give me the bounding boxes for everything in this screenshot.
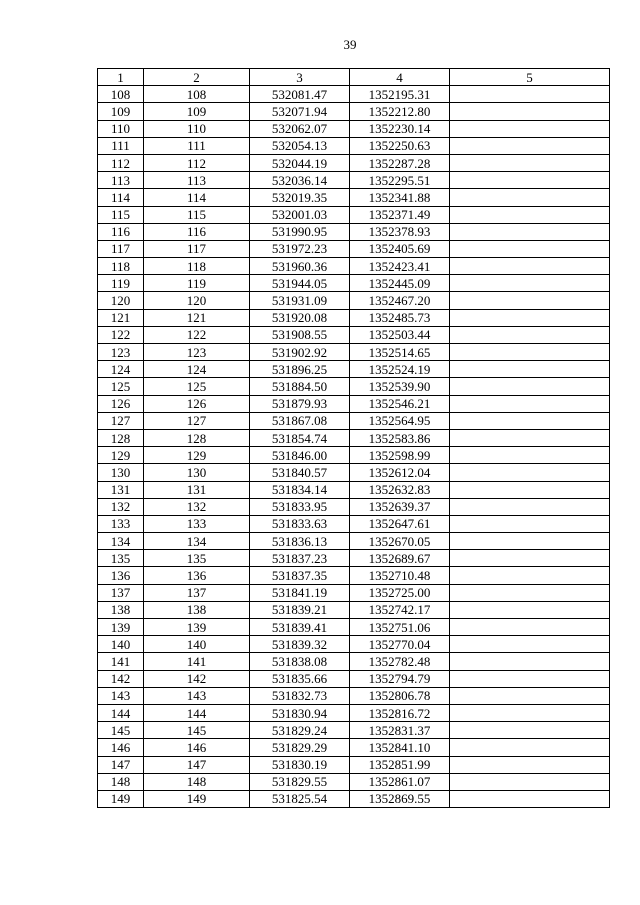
table-cell-col-5 <box>450 515 610 532</box>
table-cell-col-1: 135 <box>98 550 144 567</box>
table-row <box>98 773 610 790</box>
table-cell-col-5 <box>450 447 610 464</box>
table-cell-col-1: 121 <box>98 309 144 326</box>
table-cell-col-4: 1352564.95 <box>350 412 450 429</box>
table-cell-col-5 <box>450 464 610 481</box>
table-cell-col-1: 147 <box>98 756 144 773</box>
header-row <box>98 69 610 86</box>
table-cell-col-3: 532081.47 <box>250 86 350 103</box>
table-cell-col-4: 1352295.51 <box>350 172 450 189</box>
header-cell-5: 5 <box>450 69 610 86</box>
table-cell-col-4: 1352405.69 <box>350 240 450 257</box>
table-cell-col-2: 119 <box>144 275 250 292</box>
table-row <box>98 687 610 704</box>
table-cell-col-5 <box>450 172 610 189</box>
table-cell-col-3: 531833.95 <box>250 498 350 515</box>
table-cell-col-1: 146 <box>98 739 144 756</box>
table-row <box>98 275 610 292</box>
table-cell-col-1: 137 <box>98 584 144 601</box>
table-row <box>98 103 610 120</box>
table-row <box>98 498 610 515</box>
table-cell-col-5 <box>450 309 610 326</box>
table-cell-col-2: 142 <box>144 670 250 687</box>
table-cell-col-1: 138 <box>98 601 144 618</box>
table-cell-col-2: 122 <box>144 326 250 343</box>
table-cell-col-1: 144 <box>98 704 144 721</box>
table-row <box>98 756 610 773</box>
table-cell-col-3: 531854.74 <box>250 429 350 446</box>
table-cell-col-3: 531840.57 <box>250 464 350 481</box>
table-cell-col-5 <box>450 498 610 515</box>
table-cell-col-3: 531838.08 <box>250 653 350 670</box>
table-row <box>98 481 610 498</box>
table-cell-col-5 <box>450 601 610 618</box>
table-cell-col-3: 531835.66 <box>250 670 350 687</box>
table-row <box>98 344 610 361</box>
table-cell-col-3: 531931.09 <box>250 292 350 309</box>
table-cell-col-3: 531867.08 <box>250 412 350 429</box>
page-number: 39 <box>343 37 357 52</box>
table-cell-col-4: 1352770.04 <box>350 636 450 653</box>
table-cell-col-4: 1352341.88 <box>350 189 450 206</box>
table-cell-col-4: 1352670.05 <box>350 533 450 550</box>
table-cell-col-2: 126 <box>144 395 250 412</box>
table-cell-col-4: 1352861.07 <box>350 773 450 790</box>
table-row <box>98 172 610 189</box>
table-cell-col-4: 1352869.55 <box>350 790 450 807</box>
table-cell-col-3: 531830.94 <box>250 704 350 721</box>
table-row <box>98 515 610 532</box>
table-body <box>98 86 610 808</box>
table-row <box>98 223 610 240</box>
table-cell-col-3: 531879.93 <box>250 395 350 412</box>
table-row <box>98 361 610 378</box>
table-cell-col-5 <box>450 137 610 154</box>
table-cell-col-4: 1352751.06 <box>350 619 450 636</box>
table-cell-col-1: 122 <box>98 326 144 343</box>
table-cell-col-4: 1352782.48 <box>350 653 450 670</box>
table-cell-col-5 <box>450 687 610 704</box>
table-cell-col-2: 148 <box>144 773 250 790</box>
table-cell-col-2: 113 <box>144 172 250 189</box>
table-row <box>98 326 610 343</box>
table-cell-col-2: 112 <box>144 154 250 171</box>
table-cell-col-5 <box>450 533 610 550</box>
table-cell-col-2: 125 <box>144 378 250 395</box>
table-cell-col-5 <box>450 292 610 309</box>
table-row <box>98 137 610 154</box>
table-cell-col-5 <box>450 206 610 223</box>
table-cell-col-3: 531846.00 <box>250 447 350 464</box>
table-cell-col-5 <box>450 773 610 790</box>
table-cell-col-2: 115 <box>144 206 250 223</box>
table-cell-col-3: 531834.14 <box>250 481 350 498</box>
table-row <box>98 704 610 721</box>
table-cell-col-1: 124 <box>98 361 144 378</box>
table-cell-col-3: 531884.50 <box>250 378 350 395</box>
table-cell-col-4: 1352503.44 <box>350 326 450 343</box>
table-cell-col-5 <box>450 670 610 687</box>
table-cell-col-2: 110 <box>144 120 250 137</box>
table-cell-col-4: 1352230.14 <box>350 120 450 137</box>
table-row <box>98 790 610 807</box>
table-cell-col-5 <box>450 567 610 584</box>
table-cell-col-1: 120 <box>98 292 144 309</box>
table-cell-col-4: 1352794.79 <box>350 670 450 687</box>
table-cell-col-1: 110 <box>98 120 144 137</box>
table-cell-col-4: 1352639.37 <box>350 498 450 515</box>
table-row <box>98 189 610 206</box>
table-cell-col-5 <box>450 86 610 103</box>
table-cell-col-1: 111 <box>98 137 144 154</box>
table-cell-col-5 <box>450 619 610 636</box>
table-cell-col-4: 1352851.99 <box>350 756 450 773</box>
table-cell-col-2: 121 <box>144 309 250 326</box>
table-cell-col-3: 531990.95 <box>250 223 350 240</box>
table-cell-col-2: 149 <box>144 790 250 807</box>
table-row <box>98 550 610 567</box>
table-row <box>98 206 610 223</box>
table-cell-col-4: 1352689.67 <box>350 550 450 567</box>
table-cell-col-2: 146 <box>144 739 250 756</box>
table-cell-col-4: 1352250.63 <box>350 137 450 154</box>
table-cell-col-3: 531920.08 <box>250 309 350 326</box>
table-cell-col-5 <box>450 412 610 429</box>
table-cell-col-3: 531896.25 <box>250 361 350 378</box>
table-cell-col-2: 139 <box>144 619 250 636</box>
table-cell-col-4: 1352831.37 <box>350 722 450 739</box>
header-cell-3: 3 <box>250 69 350 86</box>
table-row <box>98 619 610 636</box>
table-cell-col-5 <box>450 395 610 412</box>
table-cell-col-3: 531944.05 <box>250 275 350 292</box>
table-cell-col-1: 133 <box>98 515 144 532</box>
table-cell-col-4: 1352445.09 <box>350 275 450 292</box>
table-cell-col-4: 1352539.90 <box>350 378 450 395</box>
table-cell-col-4: 1352710.48 <box>350 567 450 584</box>
table-cell-col-2: 127 <box>144 412 250 429</box>
table-cell-col-1: 125 <box>98 378 144 395</box>
table-cell-col-4: 1352287.28 <box>350 154 450 171</box>
table-cell-col-5 <box>450 704 610 721</box>
table-cell-col-2: 128 <box>144 429 250 446</box>
table-cell-col-2: 144 <box>144 704 250 721</box>
table-cell-col-5 <box>450 154 610 171</box>
table-cell-col-5 <box>450 790 610 807</box>
table-cell-col-3: 531839.32 <box>250 636 350 653</box>
table-cell-col-1: 126 <box>98 395 144 412</box>
table-cell-col-5 <box>450 378 610 395</box>
table-cell-col-1: 117 <box>98 240 144 257</box>
table-cell-col-3: 531836.13 <box>250 533 350 550</box>
table-cell-col-4: 1352612.04 <box>350 464 450 481</box>
table-cell-col-4: 1352423.41 <box>350 258 450 275</box>
table-cell-col-5 <box>450 429 610 446</box>
table-cell-col-5 <box>450 120 610 137</box>
header-cell-1: 1 <box>98 69 144 86</box>
table-cell-col-1: 118 <box>98 258 144 275</box>
table-cell-col-5 <box>450 739 610 756</box>
table-cell-col-3: 531829.24 <box>250 722 350 739</box>
table-cell-col-4: 1352598.99 <box>350 447 450 464</box>
table-cell-col-1: 116 <box>98 223 144 240</box>
table-cell-col-2: 108 <box>144 86 250 103</box>
table-row <box>98 309 610 326</box>
table-cell-col-3: 531841.19 <box>250 584 350 601</box>
table-cell-col-1: 115 <box>98 206 144 223</box>
table-cell-col-2: 132 <box>144 498 250 515</box>
table-cell-col-3: 532001.03 <box>250 206 350 223</box>
table-cell-col-1: 134 <box>98 533 144 550</box>
table-cell-col-5 <box>450 326 610 343</box>
table-cell-col-3: 531830.19 <box>250 756 350 773</box>
table-cell-col-4: 1352632.83 <box>350 481 450 498</box>
table-cell-col-1: 145 <box>98 722 144 739</box>
table-cell-col-3: 531837.23 <box>250 550 350 567</box>
table-row <box>98 258 610 275</box>
table-cell-col-1: 141 <box>98 653 144 670</box>
table-cell-col-3: 531902.92 <box>250 344 350 361</box>
table-cell-col-5 <box>450 344 610 361</box>
table-cell-col-1: 114 <box>98 189 144 206</box>
table-cell-col-2: 145 <box>144 722 250 739</box>
table-cell-col-1: 129 <box>98 447 144 464</box>
table-cell-col-4: 1352371.49 <box>350 206 450 223</box>
table-row <box>98 412 610 429</box>
table-cell-col-1: 128 <box>98 429 144 446</box>
table-cell-col-3: 532062.07 <box>250 120 350 137</box>
table-cell-col-3: 531829.55 <box>250 773 350 790</box>
table-cell-col-1: 127 <box>98 412 144 429</box>
table-cell-col-3: 531960.36 <box>250 258 350 275</box>
table-cell-col-1: 112 <box>98 154 144 171</box>
table-cell-col-2: 130 <box>144 464 250 481</box>
table-cell-col-5 <box>450 584 610 601</box>
table-row <box>98 395 610 412</box>
table-cell-col-5 <box>450 189 610 206</box>
table-row <box>98 533 610 550</box>
table-row <box>98 292 610 309</box>
table-cell-col-2: 140 <box>144 636 250 653</box>
table-cell-col-4: 1352524.19 <box>350 361 450 378</box>
table-cell-col-4: 1352806.78 <box>350 687 450 704</box>
table-cell-col-3: 532036.14 <box>250 172 350 189</box>
table-row <box>98 240 610 257</box>
table-row <box>98 653 610 670</box>
table-cell-col-5 <box>450 481 610 498</box>
table-cell-col-3: 532019.35 <box>250 189 350 206</box>
coordinates-table <box>97 68 610 808</box>
table-cell-col-5 <box>450 636 610 653</box>
table-row <box>98 567 610 584</box>
table-cell-col-1: 123 <box>98 344 144 361</box>
table-cell-col-5 <box>450 722 610 739</box>
table-row <box>98 722 610 739</box>
table-cell-col-1: 108 <box>98 86 144 103</box>
table-cell-col-3: 532071.94 <box>250 103 350 120</box>
table-cell-col-2: 134 <box>144 533 250 550</box>
table-cell-col-1: 113 <box>98 172 144 189</box>
table-cell-col-4: 1352742.17 <box>350 601 450 618</box>
table-cell-col-2: 123 <box>144 344 250 361</box>
table-cell-col-3: 531839.21 <box>250 601 350 618</box>
table-row <box>98 154 610 171</box>
table-cell-col-2: 147 <box>144 756 250 773</box>
table-cell-col-4: 1352514.65 <box>350 344 450 361</box>
table-cell-col-4: 1352195.31 <box>350 86 450 103</box>
table-cell-col-2: 124 <box>144 361 250 378</box>
table-cell-col-3: 531837.35 <box>250 567 350 584</box>
table-cell-col-4: 1352546.21 <box>350 395 450 412</box>
table-cell-col-5 <box>450 275 610 292</box>
table-cell-col-1: 131 <box>98 481 144 498</box>
table-row <box>98 464 610 481</box>
table-cell-col-2: 143 <box>144 687 250 704</box>
table-row <box>98 86 610 103</box>
header-cell-2: 2 <box>144 69 250 86</box>
table-row <box>98 739 610 756</box>
table-cell-col-2: 141 <box>144 653 250 670</box>
table-cell-col-2: 131 <box>144 481 250 498</box>
table-cell-col-4: 1352725.00 <box>350 584 450 601</box>
table-cell-col-1: 149 <box>98 790 144 807</box>
table-cell-col-4: 1352583.86 <box>350 429 450 446</box>
table-cell-col-2: 135 <box>144 550 250 567</box>
table-cell-col-2: 116 <box>144 223 250 240</box>
header-cell-4: 4 <box>350 69 450 86</box>
table-cell-col-1: 130 <box>98 464 144 481</box>
table-cell-col-5 <box>450 550 610 567</box>
table-cell-col-2: 120 <box>144 292 250 309</box>
table-cell-col-4: 1352647.61 <box>350 515 450 532</box>
table-cell-col-4: 1352841.10 <box>350 739 450 756</box>
table-cell-col-2: 129 <box>144 447 250 464</box>
table-row <box>98 636 610 653</box>
table-cell-col-4: 1352485.73 <box>350 309 450 326</box>
table-cell-col-1: 143 <box>98 687 144 704</box>
table-row <box>98 378 610 395</box>
table-row <box>98 429 610 446</box>
table-header <box>98 69 610 86</box>
table-cell-col-5 <box>450 756 610 773</box>
table-cell-col-3: 531832.73 <box>250 687 350 704</box>
table-cell-col-2: 117 <box>144 240 250 257</box>
table-cell-col-1: 142 <box>98 670 144 687</box>
table-cell-col-5 <box>450 240 610 257</box>
table-cell-col-3: 531825.54 <box>250 790 350 807</box>
table-cell-col-2: 109 <box>144 103 250 120</box>
table-cell-col-2: 114 <box>144 189 250 206</box>
table-cell-col-5 <box>450 103 610 120</box>
table-cell-col-2: 133 <box>144 515 250 532</box>
table-cell-col-2: 138 <box>144 601 250 618</box>
table-row <box>98 584 610 601</box>
table-cell-col-1: 132 <box>98 498 144 515</box>
table-cell-col-3: 531972.23 <box>250 240 350 257</box>
table-cell-col-4: 1352816.72 <box>350 704 450 721</box>
table-row <box>98 447 610 464</box>
table-cell-col-2: 111 <box>144 137 250 154</box>
table-cell-col-1: 136 <box>98 567 144 584</box>
table-cell-col-3: 532054.13 <box>250 137 350 154</box>
table-cell-col-3: 531839.41 <box>250 619 350 636</box>
table-cell-col-1: 140 <box>98 636 144 653</box>
table-cell-col-3: 531829.29 <box>250 739 350 756</box>
table-cell-col-5 <box>450 653 610 670</box>
table-cell-col-1: 109 <box>98 103 144 120</box>
table-cell-col-1: 139 <box>98 619 144 636</box>
table-cell-col-1: 148 <box>98 773 144 790</box>
table-cell-col-5 <box>450 361 610 378</box>
table-cell-col-4: 1352378.93 <box>350 223 450 240</box>
table-cell-col-3: 532044.19 <box>250 154 350 171</box>
table-row <box>98 120 610 137</box>
table-cell-col-4: 1352467.20 <box>350 292 450 309</box>
table-cell-col-3: 531908.55 <box>250 326 350 343</box>
table-cell-col-5 <box>450 258 610 275</box>
table-cell-col-4: 1352212.80 <box>350 103 450 120</box>
table-cell-col-2: 137 <box>144 584 250 601</box>
table-cell-col-1: 119 <box>98 275 144 292</box>
table-row <box>98 601 610 618</box>
table-cell-col-5 <box>450 223 610 240</box>
table-cell-col-2: 118 <box>144 258 250 275</box>
table-row <box>98 670 610 687</box>
table-cell-col-3: 531833.63 <box>250 515 350 532</box>
table-cell-col-2: 136 <box>144 567 250 584</box>
